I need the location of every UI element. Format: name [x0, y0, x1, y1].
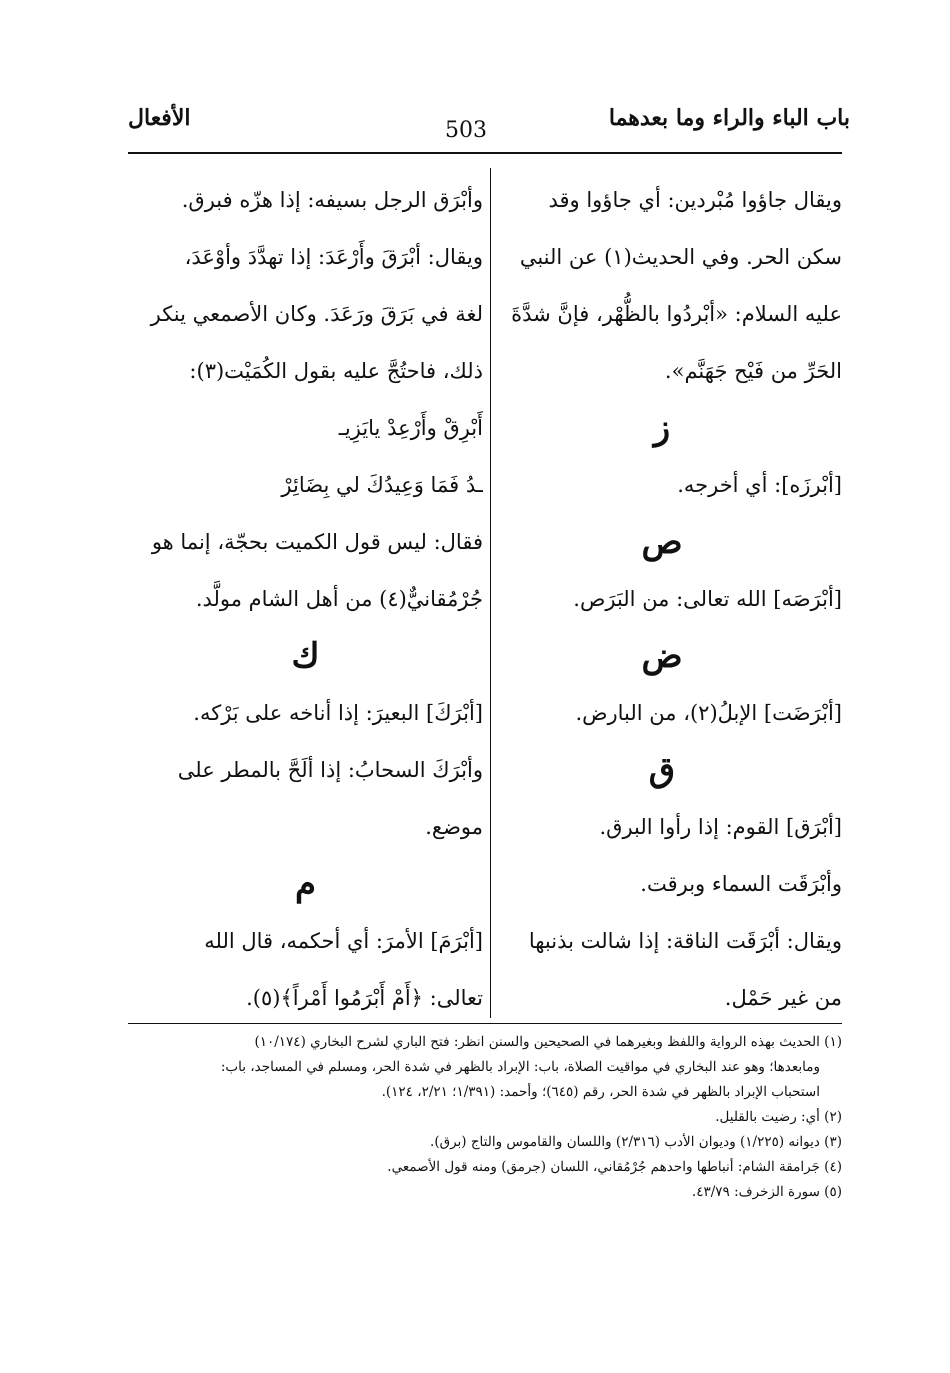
text-line: [أبْرَكَ] البعيرَ: إذا أناخه على بَرْكه.	[193, 701, 483, 725]
header-title-left: الأفعال	[128, 105, 191, 131]
text-line: وأبْرَق الرجل بسيفه: إذا هزّه فبرق.	[181, 188, 483, 212]
section-letter-heading: ك	[291, 636, 320, 676]
text-line: [أبْرزَه]: أي أخرجه.	[677, 473, 842, 497]
footnotes	[102, 1030, 842, 1205]
page-number: 503	[445, 118, 487, 143]
header-title-right: باب الباء والراء وما بعدهما	[608, 105, 850, 131]
section-letter-heading: م	[294, 864, 317, 904]
text-line: ذلك، فاحتُجَّ عليه بقول الكُمَيْت(٣):	[189, 359, 483, 383]
footnote-line: (١) الحديث بهذه الرواية واللفظ وبغيرهما في الصحيحين والسنن انظر: فتح الباري لشرح البخاري (١٠/١٧٤)	[254, 1034, 842, 1050]
header-rule	[128, 152, 842, 154]
text-line: من غير حَمْل.	[724, 986, 842, 1010]
text-line: [أبْرَق] القوم: إذا رأوا البرق.	[599, 815, 842, 839]
footnote-line: (٣) ديوانه (١/٢٢٥) وديوان الأدب (٢/٣١٦) واللسان والقاموس والتاج (برق).	[430, 1134, 842, 1150]
section-letter-heading: ص	[641, 522, 683, 562]
section-letter-heading: ز	[653, 408, 671, 448]
text-line: [أبْرَضَت] الإبلُ(٢)، من البارض.	[575, 701, 842, 725]
footnote-line: (٥) سورة الزخرف: ٤٣/٧٩.	[691, 1184, 842, 1200]
text-line: لغة في بَرَقَ ورَعَدَ. وكان الأصمعي ينكر	[150, 302, 483, 326]
text-line: [أبْرَمَ] الأمرَ: أي أحكمه، قال الله	[204, 929, 483, 953]
text-line: جُرْمُقانيٌّ(٤) من أهل الشام مولَّد.	[195, 587, 483, 611]
text-line: سكن الحر. وفي الحديث(١) عن النبي	[519, 245, 842, 269]
text-line: [أبْرَصَه] الله تعالى: من البَرَص.	[573, 587, 842, 611]
text-line: فقال: ليس قول الكميت بحجّة، إنما هو	[151, 530, 483, 554]
footnote-line: ومابعدها؛ وهو عند البخاري في مواقيت الصلاة، باب: الإبراد بالظهر في شدة الحر، ومسلم في المساجد، باب:	[220, 1059, 820, 1075]
text-line: ويقال جاؤوا مُبْردين: أي جاؤوا وقد	[548, 188, 842, 212]
footnote-line: (٢) أي: رضيت بالقليل.	[715, 1109, 842, 1125]
text-line: أَبْرِقْ وأَرْعِدْ يايَزِيـ	[338, 416, 483, 440]
text-line: الحَرِّ من فَيْح جَهَنَّم».	[664, 359, 842, 383]
footnote-rule	[128, 1023, 842, 1024]
text-line: وأبْرَقَت السماء وبرقت.	[640, 872, 842, 896]
right-column	[482, 172, 842, 1027]
text-line: تعالى: ﴿أَمْ أَبْرَمُوا أَمْراً﴾(٥).	[246, 986, 483, 1010]
footnote-line: (٤) جَرامقة الشام: أنباطها واحدهم جُرْمُقاني، اللسان (جرمق) ومنه قول الأصمعي.	[387, 1159, 842, 1175]
left-column	[128, 172, 483, 1027]
text-line: عليه السلام: «أبْردُوا بالظُّهْر، فإنَّ شدَّةَ	[511, 302, 842, 326]
text-line: ويقال: أبْرَقَ وأَرْعَدَ: إذا تهدَّدَ وأوْعَدَ،	[184, 245, 483, 269]
text-line: موضع.	[425, 815, 483, 839]
section-letter-heading: ق	[648, 750, 676, 790]
text-line: ـدُ فَمَا وَعِيدُكَ لي بِضَائِرْ	[281, 473, 483, 497]
text-line: ويقال: أبْرَقَت الناقة: إذا شالت بذنبها	[528, 929, 842, 953]
section-letter-heading: ض	[641, 636, 683, 676]
text-line: وأبْرَكَ السحابُ: إذا ألَحَّ بالمطر على	[177, 758, 483, 782]
footnote-line: استحباب الإبراد بالظهر في شدة الحر، رقم (٦٤٥)؛ وأحمد: (١/٣٩١؛ ٢/٢١، ١٢٤).	[381, 1084, 820, 1100]
